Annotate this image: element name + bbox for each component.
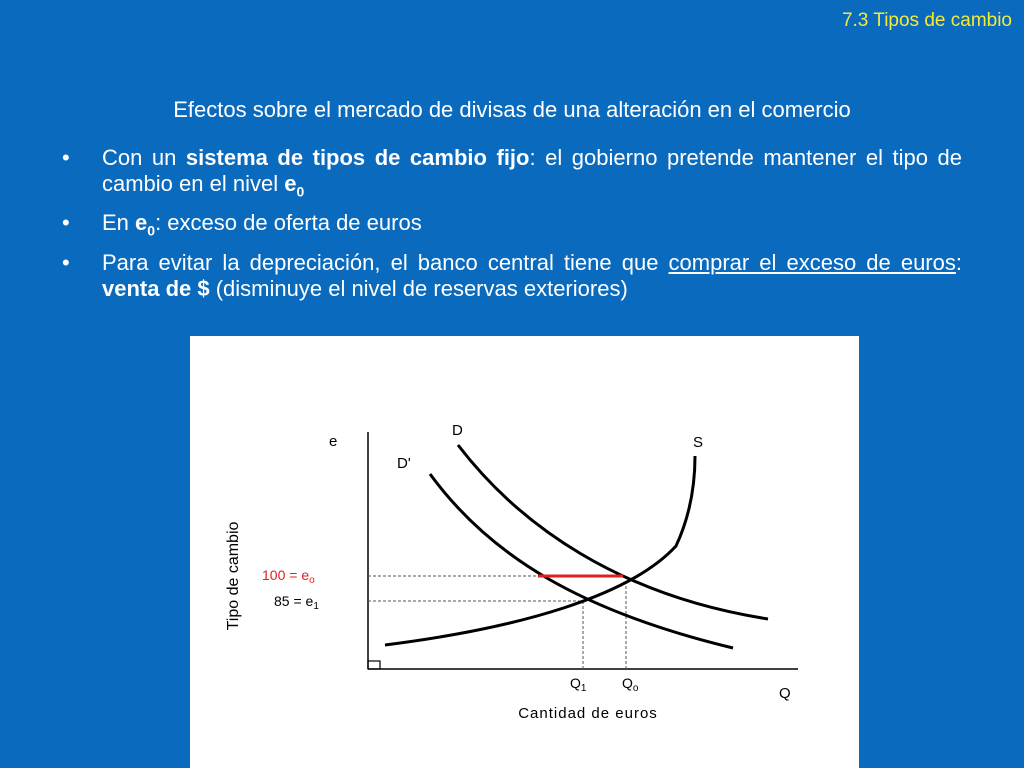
section-tag: 7.3 Tipos de cambio: [841, 10, 1012, 31]
bullet-text: :: [955, 249, 962, 275]
x-axis-label: Cantidad de euros: [518, 705, 658, 722]
curve-label-S: S: [693, 434, 704, 451]
y-axis-label: Tipo de cambio: [225, 521, 242, 631]
bullet-text: : exceso de oferta de euros: [155, 210, 422, 236]
slide-title: Efectos sobre el mercado de divisas de una alteración en el comercio: [173, 97, 851, 122]
bullet-item: [62, 250, 962, 302]
bullet-text: Para evitar la depreciación, el banco central tiene que: [102, 249, 669, 275]
demand-curve-D: [458, 445, 768, 619]
bullet-bold: sistema de tipos de cambio fijo: [185, 145, 530, 170]
bullet-item: [62, 145, 962, 204]
y-tick-label-e1: $85 = e_1$: [274, 593, 319, 612]
bullet-text: (disminuye el nivel de reservas exteriores): [209, 275, 628, 301]
y-axis-symbol: e: [329, 433, 338, 450]
bullet-text: : el gobierno pretende mantener el tipo de cambio en el nivel: [102, 145, 962, 196]
bullet-item: [62, 210, 962, 243]
bullet-text: En: [102, 210, 136, 236]
chart-figure: [190, 336, 859, 768]
x-tick-label-q1: $Q_1$: [570, 675, 587, 694]
y-tick-label-e0: $100 = e_o$: [262, 567, 315, 586]
bullet-list: [62, 145, 962, 308]
x-tick-label-q0: $Q_o$: [622, 675, 639, 694]
bullet-bold: venta de $: [102, 275, 210, 301]
exchange-rate-chart: [190, 336, 859, 768]
origin-marker: [368, 661, 380, 669]
bullet-bold-symbol: $e_0$: [284, 171, 305, 200]
bullet-bold-symbol: $e_0$: [135, 210, 156, 239]
demand-curve-D-prime: [430, 474, 733, 648]
supply-curve-S: [385, 456, 695, 645]
curve-label-D-prime: D': [397, 455, 411, 472]
curve-label-D: D: [452, 422, 463, 439]
x-axis-symbol: Q: [779, 685, 791, 702]
bullet-underlined: comprar el exceso de euros: [668, 249, 956, 275]
bullet-text: Con un: [102, 145, 186, 170]
